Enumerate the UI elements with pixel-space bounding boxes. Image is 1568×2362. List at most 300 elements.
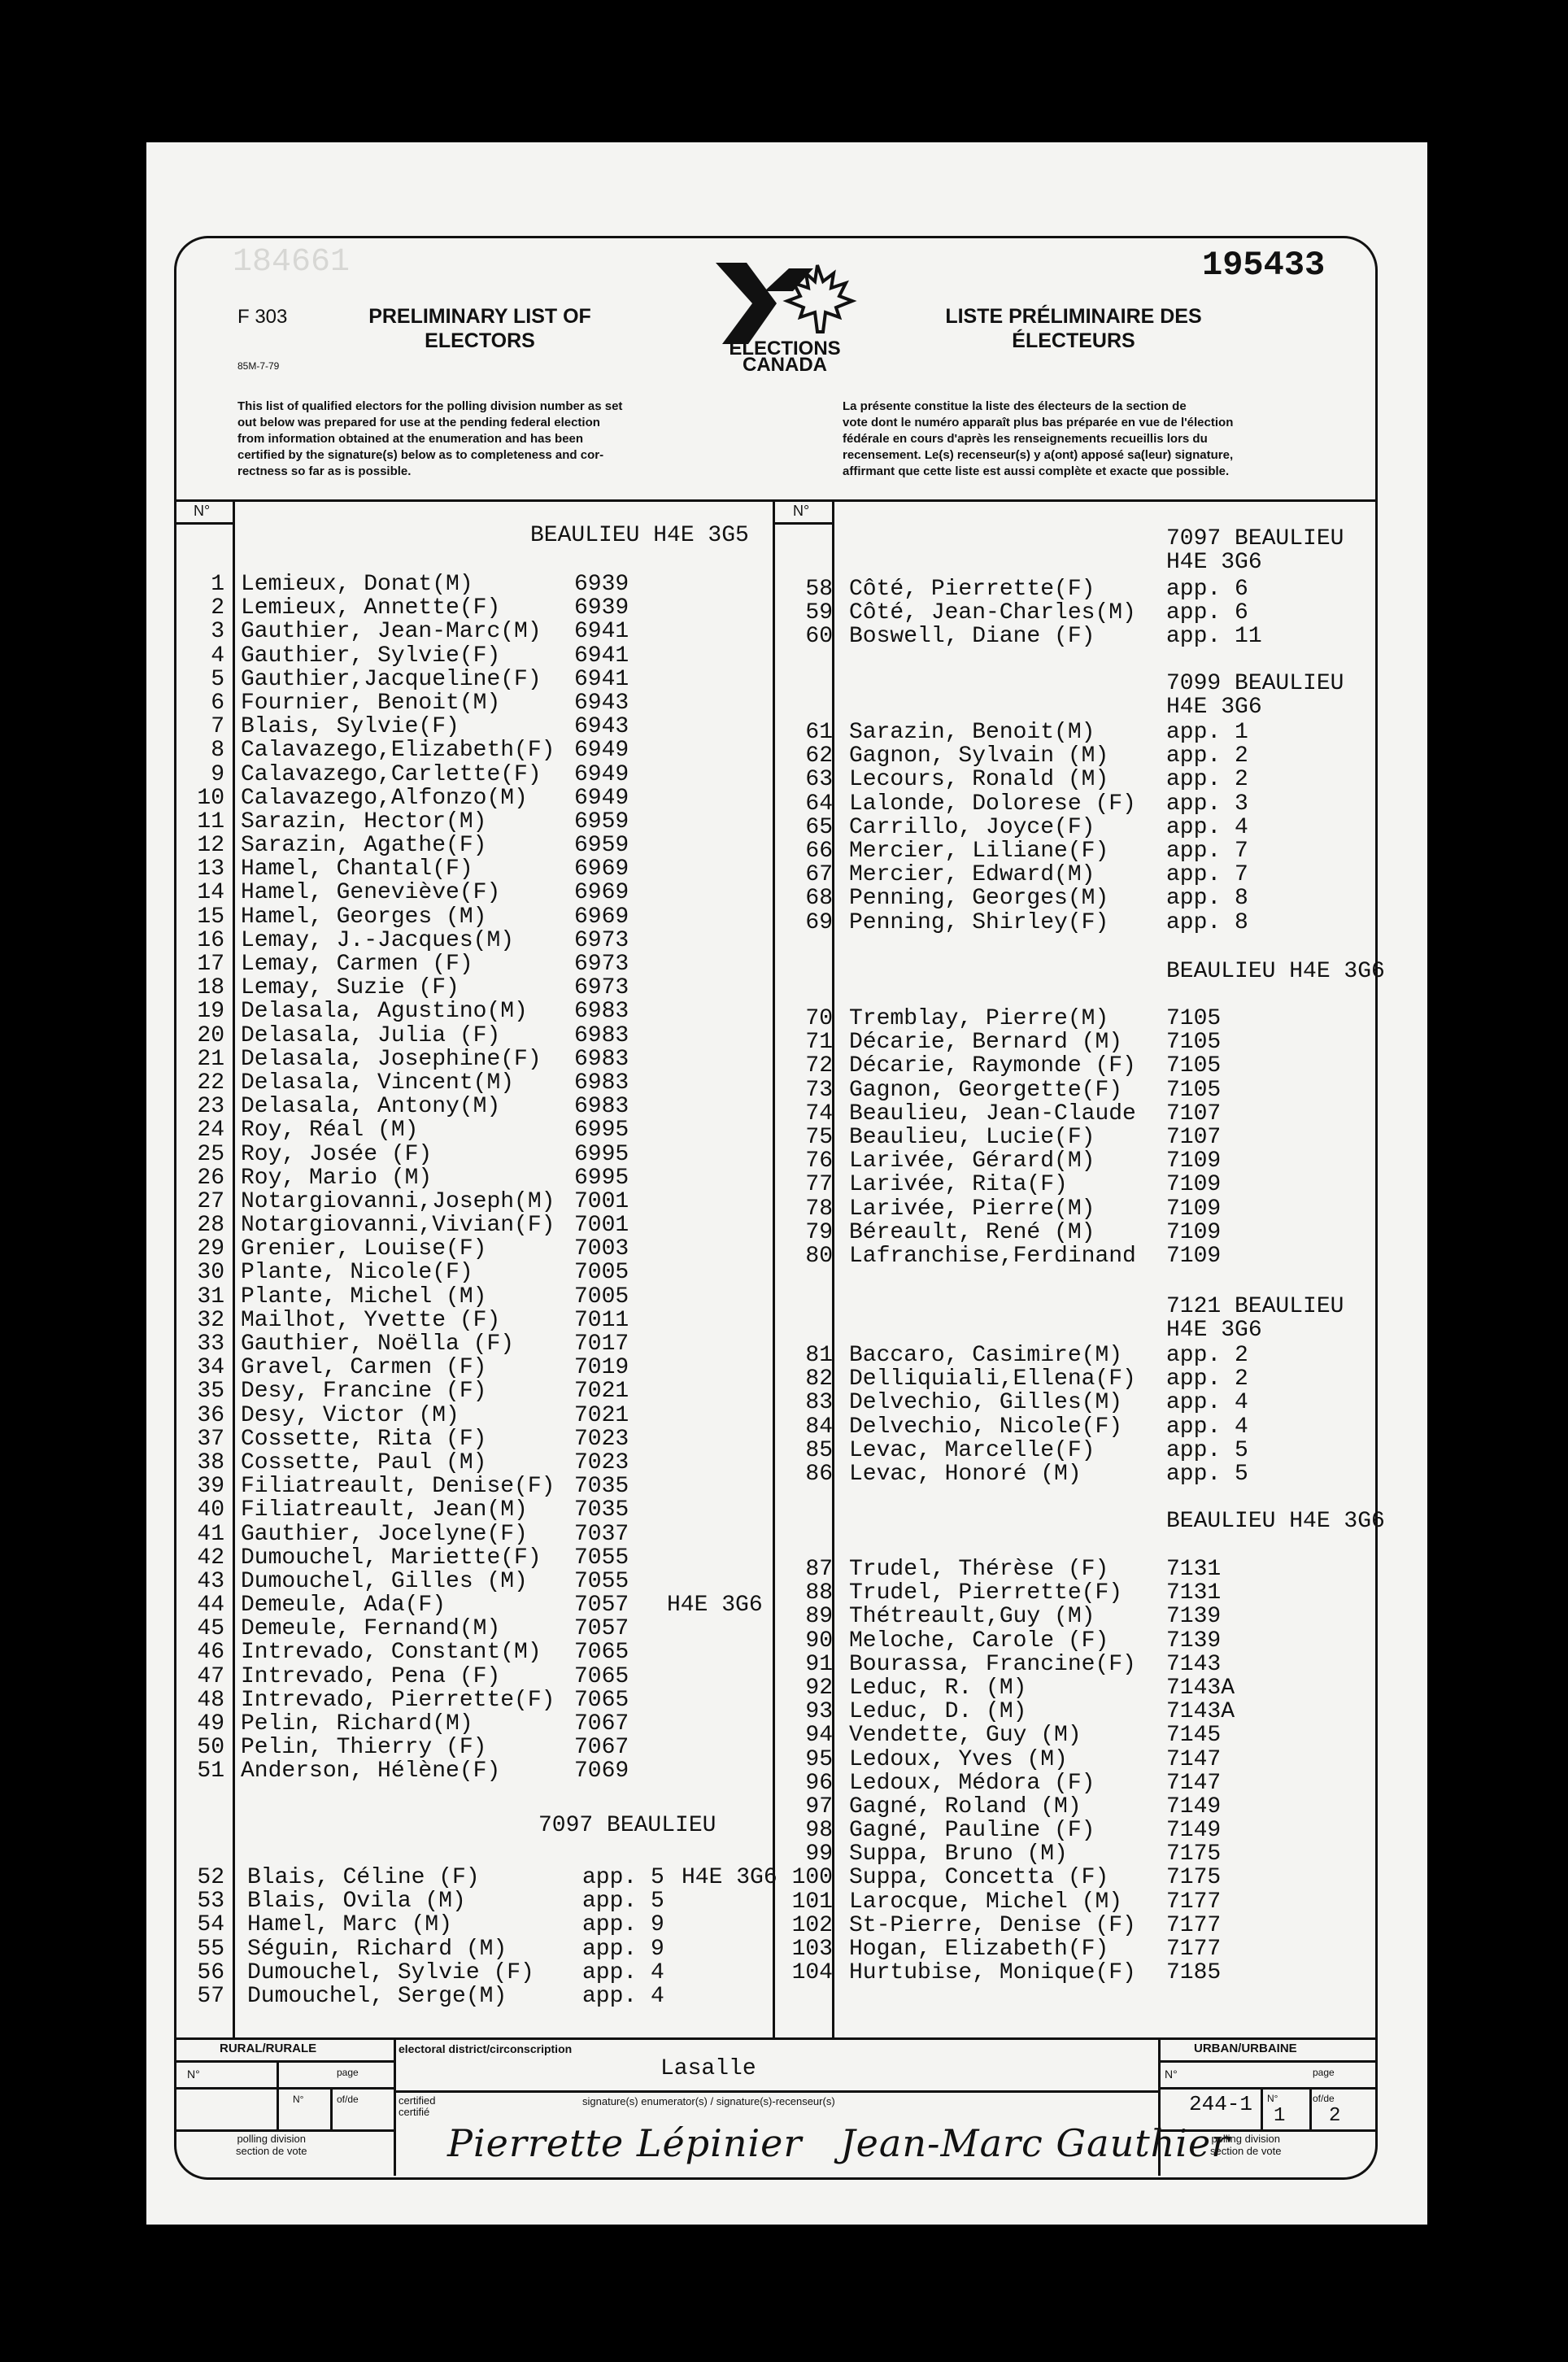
elector-address: 6969 <box>574 856 629 882</box>
elector-name: Ledoux, Médora (F) <box>849 1770 1095 1796</box>
elector-name: Gagnon, Georgette(F) <box>849 1077 1123 1103</box>
elector-row <box>781 1079 1399 1102</box>
elector-name: Anderson, Hélène(F) <box>241 1758 501 1785</box>
elector-row <box>781 1054 1399 1078</box>
elector-name: Côté, Pierrette(F) <box>849 577 1095 602</box>
elector-address: 6939 <box>574 572 629 597</box>
elector-number: 95 <box>805 1746 833 1772</box>
right-group1-list <box>781 577 1399 649</box>
elector-number: 83 <box>805 1390 833 1416</box>
elector-row <box>781 1221 1399 1244</box>
elector-address: 7057 <box>574 1593 629 1619</box>
elector-address: 7037 <box>574 1521 629 1547</box>
elector-name: Blais, Céline (F) <box>247 1865 480 1890</box>
elector-name: Notargiovanni,Joseph(M) <box>241 1188 555 1214</box>
elector-number: 92 <box>805 1675 833 1701</box>
elector-row <box>781 1629 1399 1653</box>
elector-name: Thétreault,Guy (M) <box>849 1604 1095 1630</box>
elector-address: 6983 <box>574 1094 629 1120</box>
elector-number: 1 <box>211 572 224 597</box>
left-elector-list <box>179 573 781 1784</box>
elector-name: Plante, Michel (M) <box>241 1283 487 1310</box>
elector-row <box>781 1439 1399 1462</box>
elector-row <box>179 905 781 929</box>
elector-row <box>781 1244 1399 1268</box>
elector-name: Intrevado, Pena (F) <box>241 1663 501 1689</box>
elector-row <box>781 1961 1399 1985</box>
polling-division-fr: section de vote <box>1210 2145 1282 2157</box>
elector-name: Delasala, Agustino(M) <box>241 999 528 1025</box>
elector-row <box>781 768 1399 791</box>
elector-number: 64 <box>805 791 833 817</box>
elector-number: 19 <box>197 999 224 1025</box>
right-group3-list <box>781 1007 1399 1268</box>
elector-name: Bourassa, Francine(F) <box>849 1651 1136 1677</box>
intro-en-line: from information obtained at the enumeration and has been <box>237 432 584 446</box>
elector-number: 58 <box>805 577 833 602</box>
elector-row <box>179 1546 781 1570</box>
elector-address: app. 4 <box>582 1983 664 2009</box>
logo-text-elections: ELECTIONS <box>729 338 841 360</box>
elector-number: 81 <box>805 1343 833 1368</box>
elector-name: Hurtubise, Monique(F) <box>849 1960 1136 1986</box>
elector-name: Demeule, Fernand(M) <box>241 1616 501 1642</box>
elector-row <box>179 929 781 952</box>
elector-name: Dumouchel, Mariette(F) <box>241 1545 542 1571</box>
rural-of-label: of/de <box>337 2094 359 2105</box>
elector-name: Filiatreault, Jean(M) <box>241 1497 528 1523</box>
intro-en-line: certified by the signature(s) below as to completeness and cor- <box>237 448 604 462</box>
elector-number: 11 <box>197 808 224 835</box>
elector-address: 6983 <box>574 999 629 1025</box>
elector-row <box>179 787 781 810</box>
elector-address: 6943 <box>574 690 629 716</box>
elector-number: 37 <box>197 1426 224 1452</box>
elector-number: 87 <box>805 1557 833 1582</box>
elector-name: Lemieux, Annette(F) <box>241 595 501 621</box>
elector-number: 10 <box>197 785 224 811</box>
elector-name: Gauthier,Jacqueline(F) <box>241 666 542 692</box>
elector-row <box>781 1842 1399 1866</box>
elector-address: app. 6 <box>1166 577 1248 602</box>
elector-address: 7175 <box>1166 1865 1222 1891</box>
elector-row <box>179 1332 781 1356</box>
elector-name: Pelin, Thierry (F) <box>241 1735 487 1761</box>
elector-row <box>781 1772 1399 1795</box>
elector-name: Gagnon, Sylvain (M) <box>849 743 1109 769</box>
elector-address: 7107 <box>1166 1124 1222 1150</box>
elector-name: Calavazego,Alfonzo(M) <box>241 785 528 811</box>
elector-row <box>179 1712 781 1736</box>
elector-row <box>781 744 1399 768</box>
elector-name: Blais, Sylvie(F) <box>241 714 460 740</box>
elector-row <box>179 1913 781 1937</box>
elector-address: app. 8 <box>1166 909 1248 935</box>
rural-page-no-label: N° <box>293 2094 304 2105</box>
urban-page-number: 1 <box>1274 2105 1286 2127</box>
elector-number: 82 <box>805 1366 833 1392</box>
elector-name: Delasala, Josephine(F) <box>241 1046 542 1072</box>
group2-heading-line-1: 7099 BEAULIEU <box>1166 671 1344 696</box>
elector-row <box>179 1498 781 1522</box>
elector-name: Larocque, Michel (M) <box>849 1889 1123 1915</box>
elector-address: 7021 <box>574 1379 629 1405</box>
elector-number: 78 <box>805 1196 833 1222</box>
urban-no-label: N° <box>1165 2068 1178 2081</box>
elector-address: 6959 <box>574 833 629 859</box>
elector-number: 7 <box>211 714 224 740</box>
elector-address: 7069 <box>574 1758 629 1785</box>
elector-number: 86 <box>805 1461 833 1487</box>
elector-number: 4 <box>211 643 224 669</box>
elector-number: 20 <box>197 1022 224 1048</box>
elector-name: Gagné, Roland (M) <box>849 1793 1082 1819</box>
elector-number: 80 <box>805 1243 833 1269</box>
elector-name: Roy, Josée (F) <box>241 1141 433 1167</box>
title-french <box>919 304 1228 353</box>
elector-row <box>781 1653 1399 1676</box>
elector-row <box>781 1344 1399 1367</box>
elector-name: Filiatreault, Denise(F) <box>241 1474 555 1500</box>
elector-row <box>179 1593 781 1617</box>
elector-row <box>781 1676 1399 1700</box>
polling-division-label-left <box>236 2133 307 2157</box>
elector-address: 6941 <box>574 643 629 669</box>
elector-address: app. 2 <box>1166 1343 1248 1368</box>
elector-name: Carrillo, Joyce(F) <box>849 814 1095 840</box>
elector-address: 6949 <box>574 738 629 764</box>
elector-address: 7107 <box>1166 1100 1222 1127</box>
footer-vline-3 <box>277 2060 279 2129</box>
elector-row <box>179 1356 781 1379</box>
elector-name: Séguin, Richard (M) <box>247 1936 507 1962</box>
elector-number: 70 <box>805 1006 833 1031</box>
elector-address: 7177 <box>1166 1889 1222 1915</box>
elector-name: Larivée, Rita(F) <box>849 1172 1068 1198</box>
elector-name: Calavazego,Elizabeth(F) <box>241 738 555 764</box>
elector-row <box>781 863 1399 887</box>
no-label-rule-right <box>773 522 834 525</box>
urban-label: URBAN/URBAINE <box>1194 2042 1297 2055</box>
right-group2-heading <box>1166 672 1344 719</box>
elector-address: 7067 <box>574 1735 629 1761</box>
elector-name: Lemay, Suzie (F) <box>241 975 460 1001</box>
district-value: Lasalle <box>660 2056 756 2081</box>
elector-row <box>781 1937 1399 1961</box>
elector-row <box>179 1404 781 1427</box>
elector-number: 50 <box>197 1735 224 1761</box>
elector-row <box>179 1985 781 2008</box>
footer-vline-4 <box>330 2087 333 2129</box>
elector-row <box>179 1237 781 1261</box>
elector-name: Calavazego,Carlette(F) <box>241 761 542 787</box>
elector-address: 7055 <box>574 1568 629 1594</box>
elector-name: Hamel, Georges (M) <box>241 904 487 930</box>
elector-address: 7003 <box>574 1236 629 1262</box>
elector-number: 97 <box>805 1793 833 1819</box>
elector-name: Levac, Honoré (M) <box>849 1461 1082 1487</box>
elector-address: app. 1 <box>1166 720 1248 745</box>
elector-number: 30 <box>197 1260 224 1286</box>
elector-address: 6973 <box>574 952 629 977</box>
elector-name: Larivée, Gérard(M) <box>849 1148 1095 1174</box>
elector-row <box>179 763 781 787</box>
elector-name: Dumouchel, Serge(M) <box>247 1983 507 2009</box>
elector-number: 35 <box>197 1379 224 1405</box>
elector-name: Gauthier, Jean-Marc(M) <box>241 619 542 645</box>
footer-left-rule-3 <box>277 2087 394 2090</box>
elector-row <box>179 1071 781 1095</box>
polling-division-fr: section de vote <box>236 2145 307 2157</box>
title-english <box>350 304 610 353</box>
elector-name: Dumouchel, Gilles (M) <box>241 1568 528 1594</box>
elector-address: 7057 <box>574 1616 629 1642</box>
elector-number: 73 <box>805 1077 833 1103</box>
elector-name: Notargiovanni,Vivian(F) <box>241 1213 555 1239</box>
elector-number: 65 <box>805 814 833 840</box>
elector-number: 55 <box>197 1936 224 1962</box>
elector-name: Côté, Jean-Charles(M) <box>849 600 1136 626</box>
left-street-heading: BEAULIEU H4E 3G5 <box>530 523 749 548</box>
elector-number: 40 <box>197 1497 224 1523</box>
elector-number: 18 <box>197 975 224 1001</box>
form-date: 85M-7-79 <box>237 360 280 372</box>
elector-postal-code: H4E 3G6 <box>682 1865 777 1890</box>
elector-number: 90 <box>805 1628 833 1654</box>
elector-address: 7109 <box>1166 1243 1222 1269</box>
right-group2-list <box>781 721 1399 935</box>
elector-number: 9 <box>211 761 224 787</box>
elector-name: Delasala, Julia (F) <box>241 1022 501 1048</box>
elector-name: Sarazin, Hector(M) <box>241 808 487 835</box>
elector-row <box>781 1795 1399 1819</box>
elector-row <box>781 1126 1399 1149</box>
urban-of-label: of/de <box>1313 2093 1335 2104</box>
elector-address: 7065 <box>574 1663 629 1689</box>
elector-address: app. 2 <box>1166 743 1248 769</box>
elector-row <box>179 857 781 881</box>
elector-number: 43 <box>197 1568 224 1594</box>
elector-number: 89 <box>805 1604 833 1630</box>
elector-name: Delasala, Vincent(M) <box>241 1070 515 1096</box>
title-french-line-1: LISTE PRÉLIMINAIRE DES <box>945 305 1202 328</box>
intro-fr-line: vote dont le numéro apparaît plus bas préparée en vue de l'élection <box>843 416 1234 429</box>
elector-name: Delliquiali,Ellena(F) <box>849 1366 1136 1392</box>
elector-address: 6983 <box>574 1070 629 1096</box>
elector-address: 7023 <box>574 1449 629 1475</box>
title-english-line-1: PRELIMINARY LIST OF <box>368 305 591 328</box>
elector-number: 63 <box>805 767 833 793</box>
elector-name: Mercier, Liliane(F) <box>849 838 1109 864</box>
elector-row <box>179 1095 781 1118</box>
elector-number: 14 <box>197 880 224 906</box>
right-group5-list <box>781 1558 1399 1985</box>
intro-en-line: out below was prepared for use at the pending federal election <box>237 416 600 429</box>
elector-address: 7143 <box>1166 1651 1222 1677</box>
elector-address: 7001 <box>574 1188 629 1214</box>
elector-number: 17 <box>197 952 224 977</box>
elector-name: Penning, Shirley(F) <box>849 909 1109 935</box>
elector-address: 6995 <box>574 1141 629 1167</box>
elector-address: 7017 <box>574 1331 629 1357</box>
elector-name: Mailhot, Yvette (F) <box>241 1307 501 1333</box>
elector-address: 7109 <box>1166 1172 1222 1198</box>
rural-label: RURAL/RURALE <box>220 2042 317 2055</box>
elector-address: 7185 <box>1166 1960 1222 1986</box>
footer-vline-5 <box>1261 2087 1263 2129</box>
elector-number: 102 <box>791 1912 833 1938</box>
elector-name: Béreault, René (M) <box>849 1219 1095 1245</box>
elector-number: 51 <box>197 1758 224 1785</box>
elector-row <box>781 1819 1399 1842</box>
elector-row <box>179 1143 781 1166</box>
footer-left-rule-4 <box>174 2129 394 2132</box>
elector-number: 103 <box>791 1937 833 1962</box>
elector-address: 7035 <box>574 1497 629 1523</box>
elector-name: Mercier, Edward(M) <box>849 862 1095 888</box>
elector-name: Décarie, Raymonde (F) <box>849 1053 1136 1079</box>
elector-name: Plante, Nicole(F) <box>241 1260 473 1286</box>
elector-row <box>781 887 1399 910</box>
elector-address: 7065 <box>574 1687 629 1713</box>
elector-address: 6973 <box>574 975 629 1001</box>
elector-number: 53 <box>197 1889 224 1915</box>
elector-address: 7019 <box>574 1355 629 1381</box>
elector-address: 6941 <box>574 666 629 692</box>
elector-number: 24 <box>197 1118 224 1144</box>
right-group1-heading <box>1166 527 1344 574</box>
elector-address: app. 8 <box>1166 886 1248 912</box>
polling-division-en: polling division <box>237 2133 306 2145</box>
elector-row <box>179 1570 781 1593</box>
elector-number: 84 <box>805 1414 833 1440</box>
elector-address: app. 5 <box>1166 1437 1248 1463</box>
elector-number: 66 <box>805 838 833 864</box>
intro-en-line: rectness so far as is possible. <box>237 464 412 478</box>
elector-number: 47 <box>197 1663 224 1689</box>
elector-number: 88 <box>805 1580 833 1606</box>
elector-name: Fournier, Benoit(M) <box>241 690 501 716</box>
elector-row <box>781 911 1399 935</box>
elector-number: 34 <box>197 1355 224 1381</box>
elector-name: Baccaro, Casimire(M) <box>849 1343 1123 1368</box>
elector-address: 7005 <box>574 1283 629 1310</box>
elector-row <box>179 1379 781 1403</box>
footer-right-rule-2 <box>1158 2087 1378 2090</box>
elector-address: app. 5 <box>1166 1461 1248 1487</box>
elector-name: Lecours, Ronald (M) <box>849 767 1109 793</box>
elector-number: 5 <box>211 666 224 692</box>
elector-name: Lafranchise,Ferdinand <box>849 1243 1136 1269</box>
elector-name: Cossette, Rita (F) <box>241 1426 487 1452</box>
elector-name: Leduc, R. (M) <box>849 1675 1027 1701</box>
elector-name: Pelin, Richard(M) <box>241 1711 473 1737</box>
elector-row <box>781 1462 1399 1486</box>
elector-row <box>179 1190 781 1214</box>
signature-label: signature(s) enumerator(s) / signature(s)-recenseur(s) <box>582 2095 835 2107</box>
certified-label <box>399 2095 436 2118</box>
elector-address: 6983 <box>574 1022 629 1048</box>
elector-name: Dumouchel, Sylvie (F) <box>247 1959 534 1985</box>
elector-address: 6983 <box>574 1046 629 1072</box>
elector-number: 41 <box>197 1521 224 1547</box>
elector-address: 7147 <box>1166 1770 1222 1796</box>
elector-row <box>179 1451 781 1475</box>
elections-canada-logo <box>708 259 862 373</box>
elector-number: 39 <box>197 1474 224 1500</box>
elector-address: app. 4 <box>1166 1414 1248 1440</box>
elector-address: 6969 <box>574 904 629 930</box>
elector-row <box>781 721 1399 744</box>
elector-name: Roy, Mario (M) <box>241 1165 433 1191</box>
intro-en-line: This list of qualified electors for the polling division number as set <box>237 399 623 413</box>
elector-name: Delvechio, Gilles(M) <box>849 1390 1123 1416</box>
certified-fr: certifié <box>399 2106 430 2118</box>
elector-row <box>781 1367 1399 1391</box>
elector-row <box>179 1665 781 1689</box>
elector-address: 7109 <box>1166 1196 1222 1222</box>
title-english-line-2: ELECTORS <box>425 329 535 352</box>
elector-name: Trudel, Pierrette(F) <box>849 1580 1123 1606</box>
elector-address: app. 7 <box>1166 862 1248 888</box>
elector-number: 104 <box>791 1960 833 1986</box>
elector-row <box>179 834 781 857</box>
elector-row <box>781 1149 1399 1173</box>
elector-number: 29 <box>197 1236 224 1262</box>
right-group4-list <box>781 1344 1399 1486</box>
elector-row <box>179 668 781 691</box>
elector-number: 13 <box>197 856 224 882</box>
elector-address: 7149 <box>1166 1793 1222 1819</box>
elector-name: Sarazin, Benoit(M) <box>849 720 1095 745</box>
elector-address: app. 3 <box>1166 791 1248 817</box>
elector-address: 7105 <box>1166 1030 1222 1056</box>
elector-row <box>781 577 1399 601</box>
elector-number: 100 <box>791 1865 833 1891</box>
elector-name: Gravel, Carmen (F) <box>241 1355 487 1381</box>
elector-name: Ledoux, Yves (M) <box>849 1746 1068 1772</box>
elector-number: 28 <box>197 1213 224 1239</box>
elector-number: 44 <box>197 1593 224 1619</box>
elector-number: 75 <box>805 1124 833 1150</box>
elector-number: 79 <box>805 1219 833 1245</box>
elector-address: 6995 <box>574 1118 629 1144</box>
elector-row <box>781 1007 1399 1031</box>
elector-row <box>179 1889 781 1913</box>
elector-number: 91 <box>805 1651 833 1677</box>
elector-row <box>179 644 781 668</box>
elector-row <box>179 691 781 715</box>
elector-row <box>179 1427 781 1451</box>
elector-name: Tremblay, Pierre(M) <box>849 1006 1109 1031</box>
elector-number: 94 <box>805 1723 833 1749</box>
elector-number: 77 <box>805 1172 833 1198</box>
elector-address: 6973 <box>574 927 629 953</box>
elector-row <box>179 976 781 1000</box>
elector-row <box>179 1024 781 1048</box>
elector-name: Intrevado, Constant(M) <box>241 1640 542 1666</box>
elector-address: 7145 <box>1166 1723 1222 1749</box>
elector-row <box>179 1641 781 1664</box>
rural-page-label: page <box>337 2067 359 2078</box>
elector-name: Gauthier, Jocelyne(F) <box>241 1521 528 1547</box>
elector-row <box>781 1914 1399 1937</box>
elector-row <box>781 1700 1399 1724</box>
right-group5-heading: BEAULIEU H4E 3G6 <box>1166 1509 1385 1534</box>
elector-name: Levac, Marcelle(F) <box>849 1437 1095 1463</box>
footer-rule-top <box>174 2037 1378 2040</box>
elector-name: Lemay, J.-Jacques(M) <box>241 927 515 953</box>
